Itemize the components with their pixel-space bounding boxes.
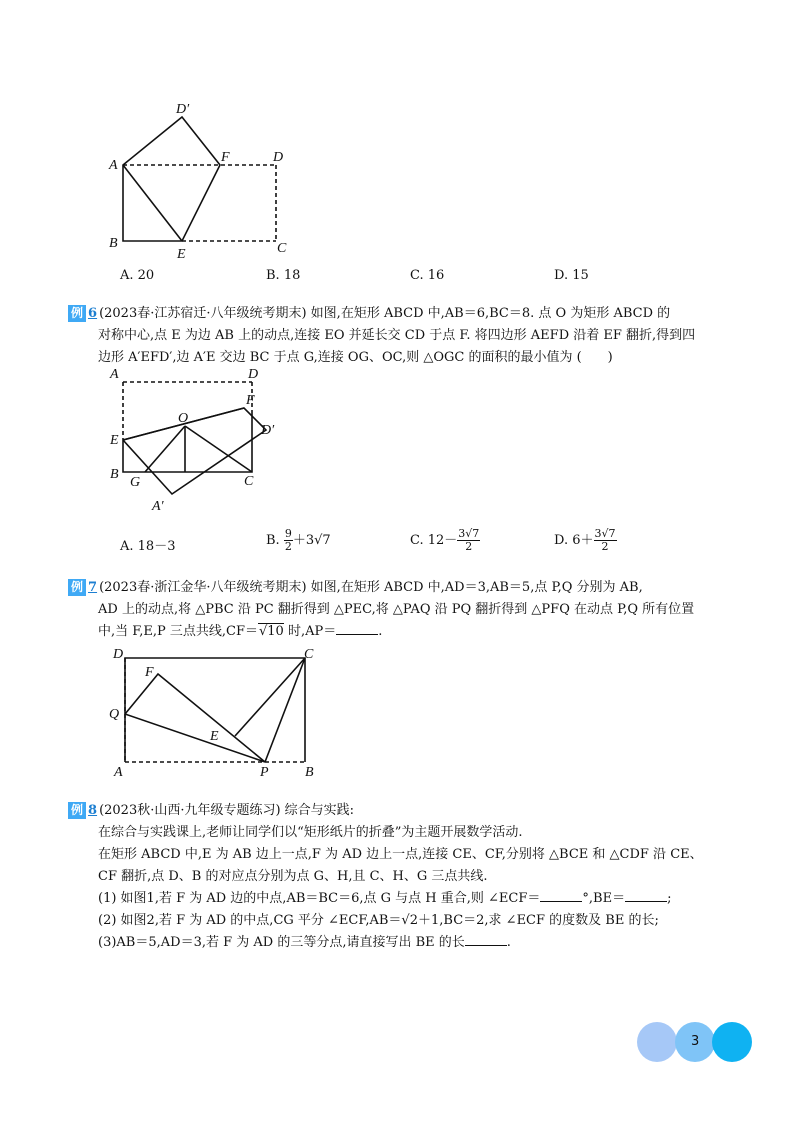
ex6-option-a[interactable]: A. 18－3 [120,539,176,554]
example-8-blank-angle[interactable] [540,889,582,902]
ex6-option-b[interactable] [266,528,331,553]
ex6-option-d-pre: D. 6＋ [554,533,594,548]
q5-option-c[interactable]: C. 16 [410,268,445,283]
ex6-label-a: A [110,368,119,382]
example-8-blank-part3[interactable] [465,933,507,946]
ex6-label-ap: A′ [152,499,164,514]
ex6-option-b-post: ＋3√7 [292,533,331,548]
ex6-label-e: E [110,433,119,448]
example-7 [68,577,758,643]
page-number: 3 [691,1034,700,1049]
ex7-label-q: Q [109,707,120,722]
q5-option-a[interactable]: A. 20 [120,268,155,283]
ex6-option-b-num: 9 [284,527,292,540]
ex7-triangle-pfq [125,674,265,762]
ex7-label-c: C [304,647,314,662]
example-8-part1-a: (1) 如图1,若 F 为 AD 边的中点,AB＝BC＝6,点 G 与点 H 重合,则 ∠ECF＝ [98,891,541,906]
example-8 [68,800,758,954]
example-8-part1-c: ; [667,891,672,906]
example-6-line1: (2023春·江苏宿迁·八年级统考期末) 如图,在矩形 ABCD 中,AB＝6,BC＝8. 点 O 为矩形 ABCD 的 [99,306,671,321]
example-8-line1: (2023秋·山西·九年级专题练习) 综合与实践: [99,803,355,818]
example-7-line3-c: . [378,624,383,639]
ex7-label-d: D [113,647,124,662]
ex7-label-a: A [114,765,123,780]
ex6-option-d-den: 2 [601,540,609,553]
example-7-root: √10 [259,624,284,639]
ex7-label-f: F [145,665,154,680]
ex6-option-c-den: 2 [465,540,473,553]
example-8-part3-b: . [506,935,511,950]
badge-circle-right [712,1022,752,1062]
ex6-option-c[interactable] [410,528,480,553]
ex7-cp [265,658,305,762]
figure-example-6 [100,368,300,518]
example-8-blank-be[interactable] [625,889,667,902]
figure-example-7 [100,642,330,782]
ex7-label-b: B [305,765,314,780]
ex6-option-d-frac [594,528,617,553]
ex6-option-c-pre: C. 12－ [410,533,458,548]
fig1-shape [123,117,220,241]
example-6-line2: 对称中心,点 E 为边 AB 上的动点,连接 EO 并延长交 CD 于点 F. 将四边形 AEFD 沿着 EF 翻折,得到四 [98,328,696,343]
fig1-label-e: E [177,247,186,262]
fig1-label-b: B [109,236,118,251]
example-8-tag: 例 [68,802,86,819]
ex6-label-c: C [244,474,254,489]
ex7-ce [235,658,305,736]
ex6-label-b: B [110,467,119,482]
ex6-label-f: F [246,393,255,408]
example-8-number[interactable]: 8 [88,803,98,818]
ex6-oc [185,426,252,472]
ex6-option-b-frac [284,528,293,553]
example-6-line3: 边形 A′EFD′,边 A′E 交边 BC 于点 G,连接 OG、OC,则 △OGC 的面积的最小值为 ( ) [98,350,613,365]
example-8-part1-b: °,BE＝ [582,891,626,906]
ex6-label-o: O [178,411,189,426]
figure-fold-pentagon [100,95,300,265]
example-6 [68,303,758,369]
example-8-line3: 在矩形 ABCD 中,E 为 AB 边上一点,F 为 AD 边上一点,连接 CE、CF,分别将 △BCE 和 △CDF 沿 CE、 [98,847,703,862]
example-7-line2: AD 上的动点,将 △PBC 沿 PC 翻折得到 △PEC,将 △PAQ 沿 PQ 翻折得到 △PFQ 在动点 P,Q 所有位置 [98,602,695,617]
ex6-option-d-num: 3√7 [594,527,616,540]
example-7-line3 [68,621,758,643]
example-7-line1: (2023春·浙江金华·八年级统考期末) 如图,在矩形 ABCD 中,AD＝3,AB＝5,点 P,Q 分别为 AB, [99,580,643,595]
example-7-tag: 例 [68,579,86,596]
ex6-label-g: G [130,475,141,490]
q5-option-b[interactable]: B. 18 [266,268,301,283]
example-7-line3-b: 时,AP＝ [283,624,337,639]
fig1-label-d: D [273,150,284,165]
example-8-line2: 在综合与实践课上,老师让同学们以“矩形纸片的折叠”为主题开展数学活动. [98,825,523,840]
q5-option-d[interactable]: D. 15 [554,268,589,283]
ex6-option-d[interactable] [554,528,617,553]
ex6-option-c-frac [457,528,480,553]
example-7-blank[interactable] [336,622,378,635]
example-7-number[interactable]: 7 [88,580,98,595]
ex6-label-dp: D′ [261,423,275,438]
example-8-part1 [68,888,758,910]
example-8-part2: (2) 如图2,若 F 为 AD 的中点,CG 平分 ∠ECF,AB＝√2＋1,BC＝2,求 ∠ECF 的度数及 BE 的长; [98,913,659,928]
ex6-option-b-den: 2 [284,540,292,553]
badge-circle-left [637,1022,677,1062]
fig1-label-f: F [221,150,230,165]
example-8-line4: CF 翻折,点 D、B 的对应点分别为点 G、H,且 C、H、G 三点共线. [98,869,488,884]
fig1-label-a: A [109,158,118,173]
example-6-number[interactable]: 6 [88,306,98,321]
ex6-option-c-num: 3√7 [458,527,480,540]
ex7-label-e: E [210,729,219,744]
example-7-line3-a: 中,当 F,E,P 三点共线,CF＝ [98,624,258,639]
ex6-option-b-pre: B. [266,533,284,548]
fig1-diagonal [123,165,182,241]
example-6-tag: 例 [68,305,86,322]
example-8-part3 [68,932,758,954]
fig1-label-dp: D′ [176,102,190,117]
ex6-label-d: D [248,368,259,382]
fig1-label-c: C [277,241,287,256]
example-8-part3-a: (3)AB＝5,AD＝3,若 F 为 AD 的三等分点,请直接写出 BE 的长 [98,935,465,950]
ex7-label-p: P [260,765,269,780]
